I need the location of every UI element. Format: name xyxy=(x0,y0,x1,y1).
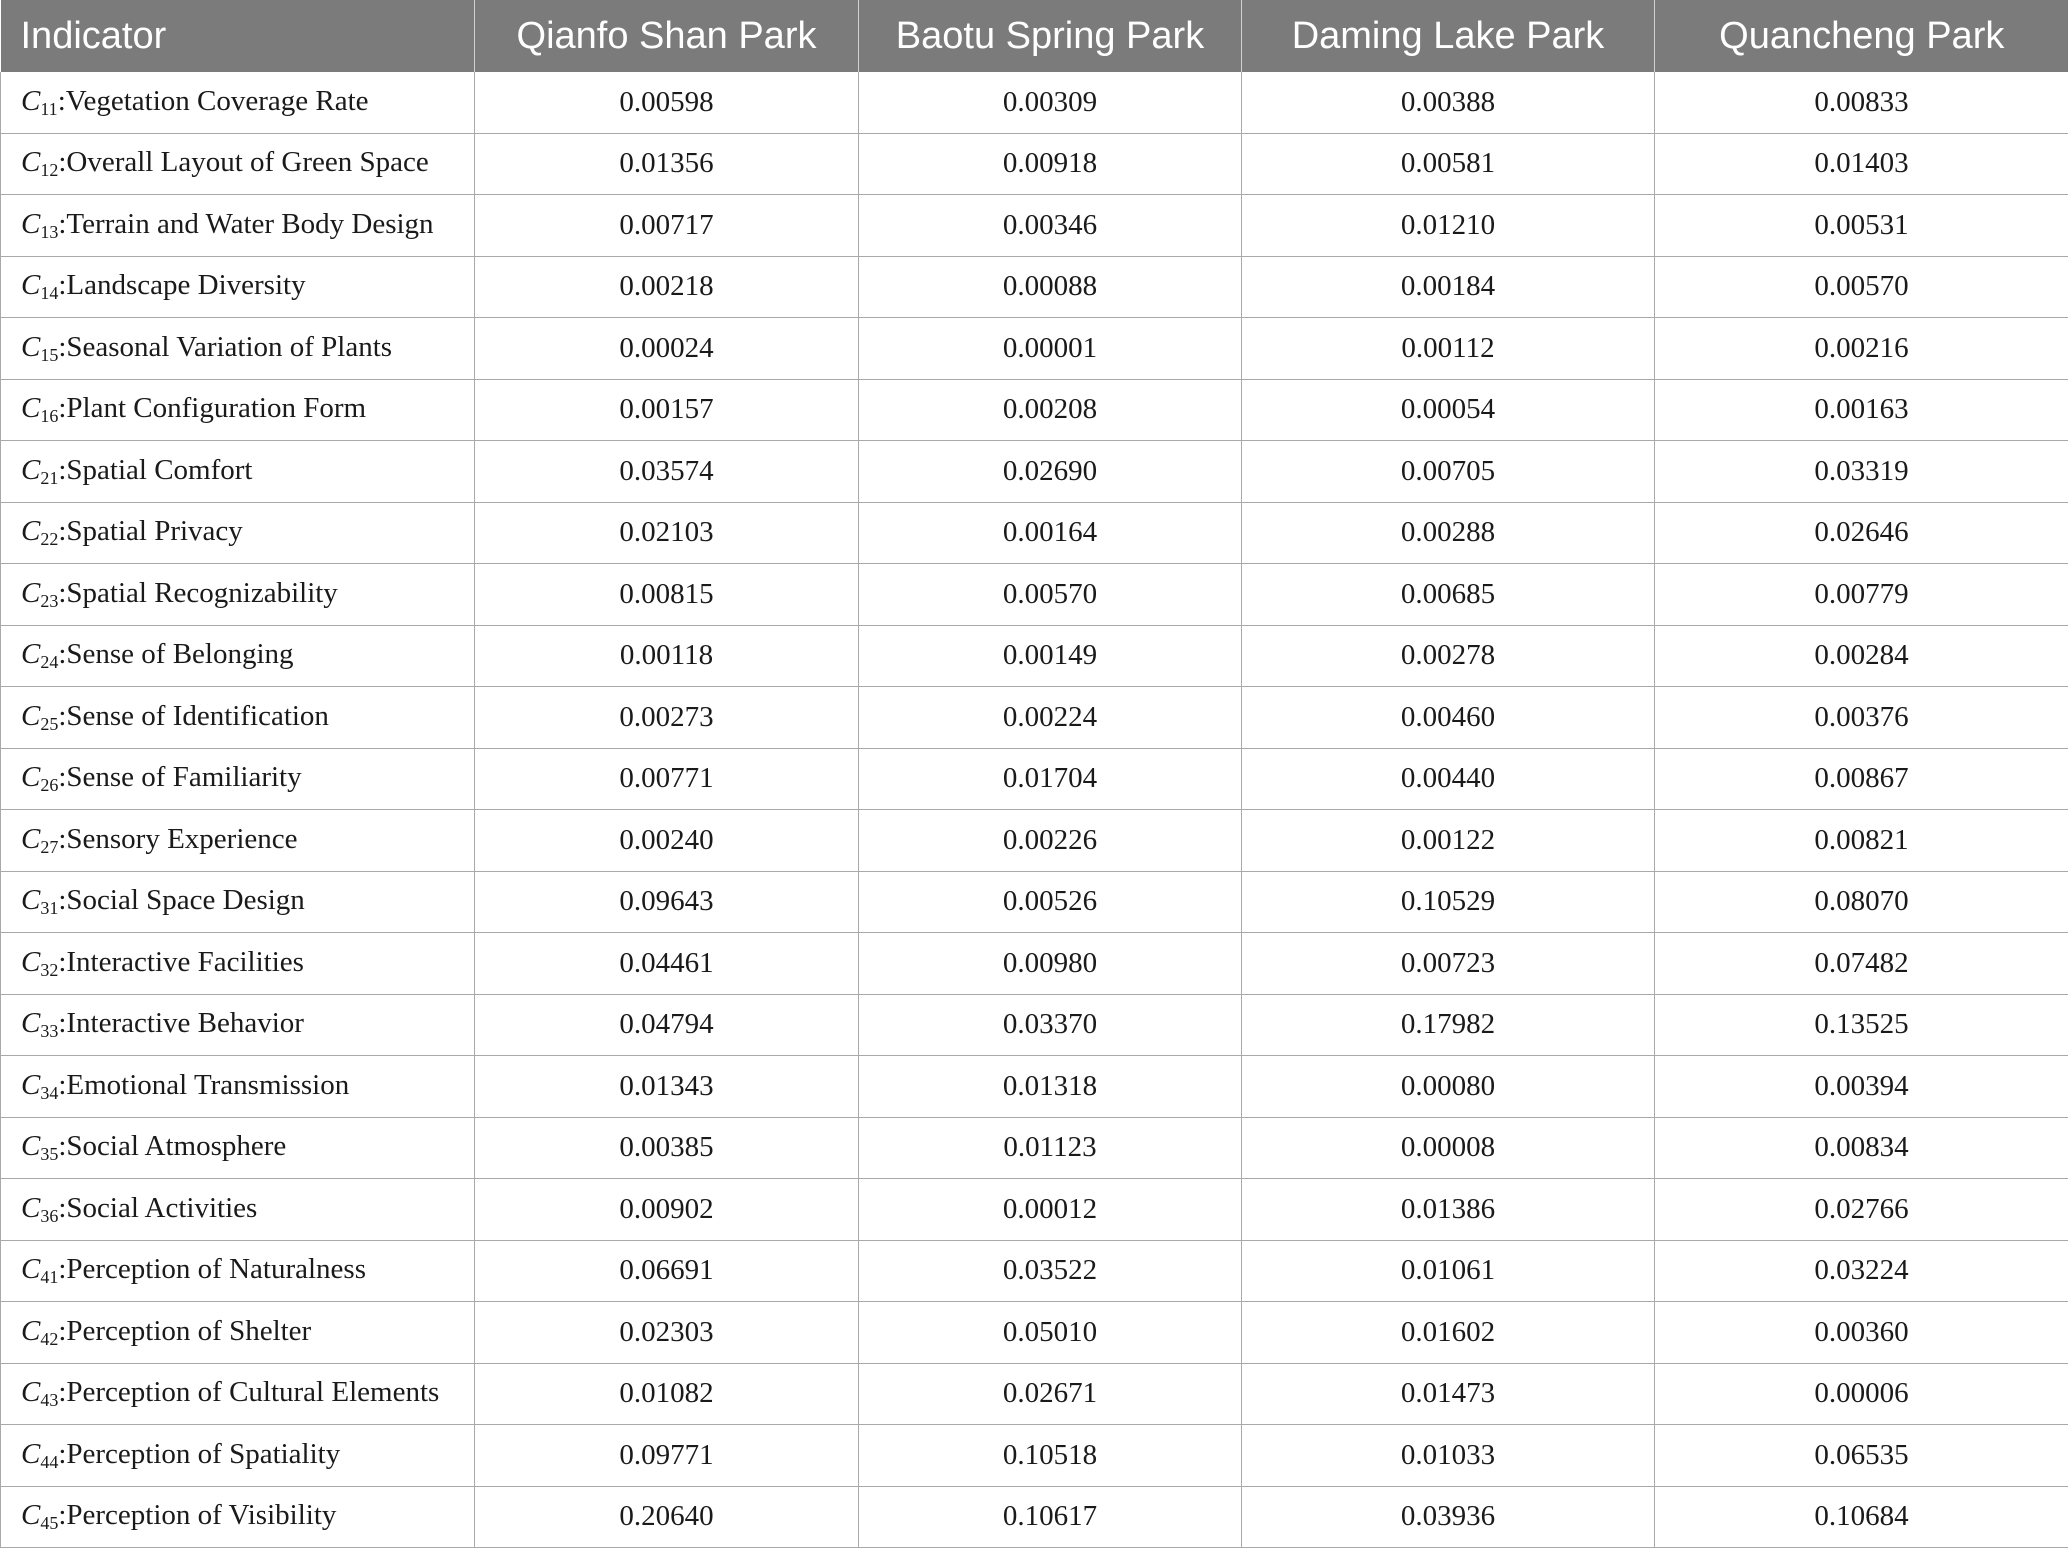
header-qianfo-shan-park: Qianfo Shan Park xyxy=(475,0,859,72)
indicator-label: :Seasonal Variation of Plants xyxy=(58,330,393,363)
indicator-code-letter: C xyxy=(21,761,41,794)
indicator-code-letter: C xyxy=(21,207,41,240)
indicator-cell xyxy=(1,379,475,441)
indicator-code-letter: C xyxy=(21,269,41,302)
indicator-cell xyxy=(1,625,475,687)
qianfo-shan-value: 0.01356 xyxy=(475,133,859,195)
indicator-label: :Spatial Privacy xyxy=(58,515,243,548)
indicator-code-letter: C xyxy=(21,1130,41,1163)
indicator-code-subscript: 16 xyxy=(40,406,59,427)
daming-lake-value: 0.00440 xyxy=(1242,748,1655,810)
quancheng-value: 0.00360 xyxy=(1655,1302,2068,1364)
daming-lake-value: 0.00705 xyxy=(1242,441,1655,503)
daming-lake-value: 0.00054 xyxy=(1242,379,1655,441)
indicator-code xyxy=(21,823,58,855)
indicator-label: :Sensory Experience xyxy=(58,822,298,855)
daming-lake-value: 0.00184 xyxy=(1242,256,1655,318)
indicator-cell xyxy=(1,502,475,564)
indicator-code-letter: C xyxy=(21,699,41,732)
indicator-code-subscript: 13 xyxy=(40,221,59,242)
quancheng-value: 0.13525 xyxy=(1655,994,2068,1056)
indicator-cell xyxy=(1,748,475,810)
indicator-label: :Perception of Naturalness xyxy=(58,1253,366,1286)
indicator-label: :Sense of Familiarity xyxy=(58,761,302,794)
indicator-code-subscript: 35 xyxy=(40,1144,59,1165)
baotu-spring-value: 0.00226 xyxy=(859,810,1242,872)
indicator-code xyxy=(21,1315,58,1347)
daming-lake-value: 0.00685 xyxy=(1242,564,1655,626)
indicator-code-letter: C xyxy=(21,884,41,917)
indicator-code xyxy=(21,1192,58,1224)
indicator-code-subscript: 14 xyxy=(40,283,59,304)
indicator-code-subscript: 15 xyxy=(40,344,59,365)
indicator-code xyxy=(21,85,58,117)
indicator-label: :Interactive Facilities xyxy=(58,945,304,978)
indicator-label: :Social Activities xyxy=(58,1191,258,1224)
indicator-code-subscript: 45 xyxy=(40,1513,59,1534)
header-row xyxy=(1,0,2068,72)
qianfo-shan-value: 0.00218 xyxy=(475,256,859,318)
baotu-spring-value: 0.10518 xyxy=(859,1425,1242,1487)
indicator-code xyxy=(21,1438,58,1470)
indicator-cell xyxy=(1,1302,475,1364)
indicator-code-subscript: 25 xyxy=(40,713,59,734)
indicator-code-letter: C xyxy=(21,1437,41,1470)
quancheng-value: 0.07482 xyxy=(1655,933,2068,995)
indicator-code-letter: C xyxy=(21,1499,41,1532)
table-row xyxy=(1,1302,2068,1364)
indicator-code-subscript: 27 xyxy=(40,836,59,857)
qianfo-shan-value: 0.01343 xyxy=(475,1056,859,1118)
indicator-code-letter: C xyxy=(21,576,41,609)
indicator-code-letter: C xyxy=(21,638,41,671)
indicator-cell xyxy=(1,441,475,503)
baotu-spring-value: 0.02690 xyxy=(859,441,1242,503)
daming-lake-value: 0.00388 xyxy=(1242,72,1655,133)
quancheng-value: 0.00779 xyxy=(1655,564,2068,626)
indicator-label: :Spatial Recognizability xyxy=(58,576,338,609)
indicator-code-subscript: 22 xyxy=(40,529,59,550)
indicator-cell xyxy=(1,687,475,749)
indicator-code xyxy=(21,1069,58,1101)
quancheng-value: 0.02766 xyxy=(1655,1179,2068,1241)
indicator-code-letter: C xyxy=(21,1376,41,1409)
daming-lake-value: 0.00581 xyxy=(1242,133,1655,195)
quancheng-value: 0.00284 xyxy=(1655,625,2068,687)
indicator-code-letter: C xyxy=(21,330,41,363)
qianfo-shan-value: 0.04461 xyxy=(475,933,859,995)
table-row xyxy=(1,256,2068,318)
table-row xyxy=(1,994,2068,1056)
qianfo-shan-value: 0.00771 xyxy=(475,748,859,810)
table-row xyxy=(1,441,2068,503)
daming-lake-value: 0.00112 xyxy=(1242,318,1655,380)
header-quancheng-park: Quancheng Park xyxy=(1655,0,2068,72)
indicator-code xyxy=(21,1007,59,1042)
table-row xyxy=(1,564,2068,626)
qianfo-shan-value: 0.04794 xyxy=(475,994,859,1056)
indicator-code-letter: C xyxy=(21,146,41,179)
indicator-code-subscript: 21 xyxy=(40,467,59,488)
baotu-spring-value: 0.05010 xyxy=(859,1302,1242,1364)
baotu-spring-value: 0.00224 xyxy=(859,687,1242,749)
quancheng-value: 0.00376 xyxy=(1655,687,2068,749)
qianfo-shan-value: 0.02103 xyxy=(475,502,859,564)
indicator-code xyxy=(21,454,58,486)
quancheng-value: 0.03224 xyxy=(1655,1240,2068,1302)
indicator-label: :Perception of Spatiality xyxy=(58,1437,341,1470)
table-row xyxy=(1,810,2068,872)
table-row xyxy=(1,195,2068,257)
qianfo-shan-value: 0.20640 xyxy=(475,1486,859,1548)
indicator-label: :Perception of Visibility xyxy=(58,1499,337,1532)
daming-lake-value: 0.00460 xyxy=(1242,687,1655,749)
indicator-code-letter: C xyxy=(21,1314,41,1347)
qianfo-shan-value: 0.00157 xyxy=(475,379,859,441)
indicator-code-letter: C xyxy=(21,1007,41,1040)
qianfo-shan-value: 0.00240 xyxy=(475,810,859,872)
indicator-label: :Social Space Design xyxy=(58,884,305,917)
qianfo-shan-value: 0.00815 xyxy=(475,564,859,626)
daming-lake-value: 0.03936 xyxy=(1242,1486,1655,1548)
table-row xyxy=(1,1056,2068,1118)
indicator-code-letter: C xyxy=(21,1068,41,1101)
indicator-code xyxy=(21,331,58,363)
baotu-spring-value: 0.00012 xyxy=(859,1179,1242,1241)
daming-lake-value: 0.01602 xyxy=(1242,1302,1655,1364)
qianfo-shan-value: 0.00902 xyxy=(475,1179,859,1241)
qianfo-shan-value: 0.00273 xyxy=(475,687,859,749)
indicator-code-subscript: 33 xyxy=(40,1021,59,1042)
quancheng-value: 0.00006 xyxy=(1655,1363,2068,1425)
quancheng-value: 0.00531 xyxy=(1655,195,2068,257)
indicator-code xyxy=(21,700,58,732)
qianfo-shan-value: 0.00024 xyxy=(475,318,859,380)
quancheng-value: 0.03319 xyxy=(1655,441,2068,503)
indicator-label: :Emotional Transmission xyxy=(58,1068,350,1101)
indicator-cell xyxy=(1,256,475,318)
indicator-code-letter: C xyxy=(21,515,41,548)
indicator-code xyxy=(21,1253,59,1288)
baotu-spring-value: 0.00346 xyxy=(859,195,1242,257)
qianfo-shan-value: 0.09643 xyxy=(475,871,859,933)
indicator-cell xyxy=(1,1363,475,1425)
indicator-cell xyxy=(1,810,475,872)
table-body xyxy=(1,72,2068,1548)
baotu-spring-value: 0.00309 xyxy=(859,72,1242,133)
table-row xyxy=(1,748,2068,810)
indicator-label: :Overall Layout of Green Space xyxy=(58,146,429,179)
quancheng-value: 0.00163 xyxy=(1655,379,2068,441)
quancheng-value: 0.10684 xyxy=(1655,1486,2068,1548)
indicator-code-subscript: 31 xyxy=(40,898,59,919)
indicator-cell xyxy=(1,994,475,1056)
daming-lake-value: 0.10529 xyxy=(1242,871,1655,933)
indicator-label: :Perception of Shelter xyxy=(58,1314,312,1347)
indicator-code-letter: C xyxy=(21,1253,41,1286)
indicator-code-letter: C xyxy=(21,945,41,978)
qianfo-shan-value: 0.00118 xyxy=(475,625,859,687)
indicator-label: :Sense of Belonging xyxy=(58,638,294,671)
indicator-code xyxy=(21,1499,59,1534)
baotu-spring-value: 0.03370 xyxy=(859,994,1242,1056)
table-row xyxy=(1,933,2068,995)
indicator-label: :Vegetation Coverage Rate xyxy=(57,84,369,117)
header-daming-lake-park: Daming Lake Park xyxy=(1242,0,1655,72)
table-row xyxy=(1,871,2068,933)
table-row xyxy=(1,1486,2068,1548)
indicator-cell xyxy=(1,1179,475,1241)
qianfo-shan-value: 0.03574 xyxy=(475,441,859,503)
daming-lake-value: 0.01033 xyxy=(1242,1425,1655,1487)
indicator-cell xyxy=(1,133,475,195)
table-row xyxy=(1,687,2068,749)
indicator-code-subscript: 12 xyxy=(40,160,59,181)
indicator-code-letter: C xyxy=(21,1191,41,1224)
indicator-cell xyxy=(1,1240,475,1302)
daming-lake-value: 0.17982 xyxy=(1242,994,1655,1056)
indicator-code-subscript: 43 xyxy=(40,1390,59,1411)
indicator-cell xyxy=(1,933,475,995)
indicator-cell xyxy=(1,871,475,933)
baotu-spring-value: 0.01318 xyxy=(859,1056,1242,1118)
table-row xyxy=(1,502,2068,564)
header-baotu-spring-park: Baotu Spring Park xyxy=(859,0,1242,72)
daming-lake-value: 0.00278 xyxy=(1242,625,1655,687)
indicator-code-letter: C xyxy=(21,84,41,117)
table-row xyxy=(1,1240,2068,1302)
baotu-spring-value: 0.00526 xyxy=(859,871,1242,933)
indicator-code xyxy=(21,1376,59,1411)
daming-lake-value: 0.01386 xyxy=(1242,1179,1655,1241)
baotu-spring-value: 0.00149 xyxy=(859,625,1242,687)
indicator-label: :Landscape Diversity xyxy=(58,269,306,302)
baotu-spring-value: 0.01123 xyxy=(859,1117,1242,1179)
table-row xyxy=(1,1117,2068,1179)
table-row xyxy=(1,1179,2068,1241)
header-indicator: Indicator xyxy=(1,0,475,72)
indicator-code-subscript: 32 xyxy=(40,959,59,980)
indicator-code xyxy=(21,761,59,796)
quancheng-value: 0.00834 xyxy=(1655,1117,2068,1179)
indicator-code-subscript: 34 xyxy=(40,1082,59,1103)
daming-lake-value: 0.01210 xyxy=(1242,195,1655,257)
table-row xyxy=(1,72,2068,133)
indicator-cell xyxy=(1,1056,475,1118)
qianfo-shan-value: 0.01082 xyxy=(475,1363,859,1425)
indicator-code-subscript: 24 xyxy=(40,652,59,673)
quancheng-value: 0.00821 xyxy=(1655,810,2068,872)
qianfo-shan-value: 0.02303 xyxy=(475,1302,859,1364)
table-row xyxy=(1,379,2068,441)
indicator-cell xyxy=(1,1117,475,1179)
indicator-code xyxy=(21,146,59,181)
table-row xyxy=(1,1425,2068,1487)
baotu-spring-value: 0.03522 xyxy=(859,1240,1242,1302)
baotu-spring-value: 0.00918 xyxy=(859,133,1242,195)
indicator-code xyxy=(21,884,59,919)
indicator-cell xyxy=(1,318,475,380)
table-header xyxy=(1,0,2068,72)
indicator-label: :Terrain and Water Body Design xyxy=(58,207,434,240)
indicator-code xyxy=(21,946,58,978)
indicator-label: :Interactive Behavior xyxy=(58,1007,304,1040)
baotu-spring-value: 0.00088 xyxy=(859,256,1242,318)
quancheng-value: 0.06535 xyxy=(1655,1425,2068,1487)
indicator-code-letter: C xyxy=(21,822,41,855)
table-row xyxy=(1,133,2068,195)
quancheng-value: 0.01403 xyxy=(1655,133,2068,195)
indicator-code xyxy=(21,269,59,304)
quancheng-value: 0.08070 xyxy=(1655,871,2068,933)
daming-lake-value: 0.00122 xyxy=(1242,810,1655,872)
quancheng-value: 0.00216 xyxy=(1655,318,2068,380)
indicator-code-subscript: 44 xyxy=(40,1451,59,1472)
indicator-code-subscript: 41 xyxy=(40,1267,59,1288)
baotu-spring-value: 0.00208 xyxy=(859,379,1242,441)
indicator-code-subscript: 36 xyxy=(40,1205,59,1226)
indicator-code xyxy=(21,1130,59,1165)
indicator-code xyxy=(21,638,59,673)
table-row xyxy=(1,625,2068,687)
quancheng-value: 0.02646 xyxy=(1655,502,2068,564)
indicator-code-subscript: 11 xyxy=(40,98,58,119)
qianfo-shan-value: 0.06691 xyxy=(475,1240,859,1302)
quancheng-value: 0.00867 xyxy=(1655,748,2068,810)
quancheng-value: 0.00394 xyxy=(1655,1056,2068,1118)
indicator-code-letter: C xyxy=(21,392,41,425)
indicator-code-subscript: 23 xyxy=(40,590,59,611)
indicator-cell xyxy=(1,195,475,257)
daming-lake-value: 0.01473 xyxy=(1242,1363,1655,1425)
indicator-cell xyxy=(1,564,475,626)
baotu-spring-value: 0.02671 xyxy=(859,1363,1242,1425)
daming-lake-value: 0.01061 xyxy=(1242,1240,1655,1302)
indicator-code-letter: C xyxy=(21,453,41,486)
table-row xyxy=(1,1363,2068,1425)
indicator-cell xyxy=(1,72,475,133)
quancheng-value: 0.00570 xyxy=(1655,256,2068,318)
indicator-cell xyxy=(1,1486,475,1548)
quancheng-value: 0.00833 xyxy=(1655,72,2068,133)
qianfo-shan-value: 0.00717 xyxy=(475,195,859,257)
indicator-cell xyxy=(1,1425,475,1487)
indicator-code xyxy=(21,392,59,427)
baotu-spring-value: 0.01704 xyxy=(859,748,1242,810)
indicator-label: :Social Atmosphere xyxy=(58,1130,287,1163)
table-row xyxy=(1,318,2068,380)
indicator-label: :Plant Configuration Form xyxy=(58,392,367,425)
indicator-code-subscript: 26 xyxy=(40,775,59,796)
baotu-spring-value: 0.10617 xyxy=(859,1486,1242,1548)
daming-lake-value: 0.00080 xyxy=(1242,1056,1655,1118)
indicator-label: :Perception of Cultural Elements xyxy=(58,1376,440,1409)
indicator-code-subscript: 42 xyxy=(40,1328,59,1349)
daming-lake-value: 0.00288 xyxy=(1242,502,1655,564)
daming-lake-value: 0.00008 xyxy=(1242,1117,1655,1179)
indicator-code xyxy=(21,208,58,240)
qianfo-shan-value: 0.00385 xyxy=(475,1117,859,1179)
baotu-spring-value: 0.00001 xyxy=(859,318,1242,380)
indicator-label: :Spatial Comfort xyxy=(58,453,253,486)
baotu-spring-value: 0.00570 xyxy=(859,564,1242,626)
daming-lake-value: 0.00723 xyxy=(1242,933,1655,995)
qianfo-shan-value: 0.09771 xyxy=(475,1425,859,1487)
baotu-spring-value: 0.00164 xyxy=(859,502,1242,564)
indicator-code xyxy=(21,577,58,609)
baotu-spring-value: 0.00980 xyxy=(859,933,1242,995)
qianfo-shan-value: 0.00598 xyxy=(475,72,859,133)
indicator-label: :Sense of Identification xyxy=(58,699,329,732)
indicator-code xyxy=(21,515,59,550)
